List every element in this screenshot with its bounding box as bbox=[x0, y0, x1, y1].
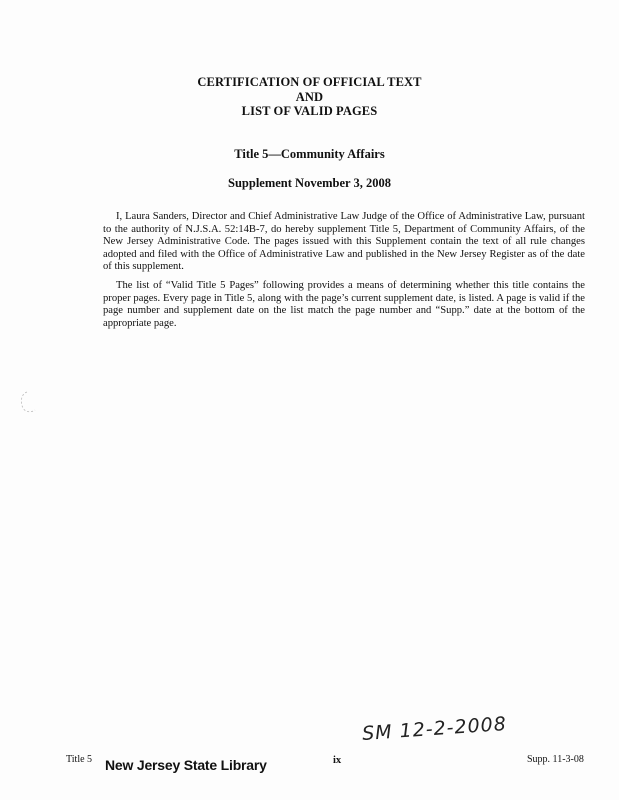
body-text bbox=[103, 211, 585, 336]
footer-title: Title 5 bbox=[66, 754, 93, 765]
handwritten-note: SM 12-2-2008 bbox=[361, 712, 508, 745]
library-stamp: New Jersey State Library bbox=[105, 757, 267, 773]
title-heading: Title 5—Community Affairs bbox=[234, 147, 385, 161]
supplement-heading: Supplement November 3, 2008 bbox=[228, 176, 391, 190]
paragraph-valid-pages: The list of “Valid Title 5 Pages” following provides a means of determining whether this title contains the proper pages. Every page in Title 5, along with the page’s current supplement date, is listed. A page is valid if the page number and supplement date on the list match the page number and “Supp.” date at the bottom of the appropriate page. bbox=[103, 279, 585, 329]
certification-heading bbox=[0, 75, 619, 119]
supplement-date: Supp. 11-3-08 bbox=[527, 754, 584, 765]
heading-line-2: AND bbox=[295, 89, 324, 104]
paragraph-certification: I, Laura Sanders, Director and Chief Administrative Law Judge of the Office of Administrative Law, pursuant to the authority of N.J.S.A. 52:14B-7, do hereby supplement Title 5, Department of Community Affairs, of the New Jersey Administrative Code. The pages issued with this Supplement contain the text of all rule changes adopted and filed with the Office of Administrative Law and published in the New Jersey Register as of the date of this supplement. bbox=[103, 211, 585, 273]
heading-line-3: LIST OF VALID PAGES bbox=[241, 104, 378, 118]
page-number: ix bbox=[333, 755, 342, 766]
scan-artifact-circle-icon bbox=[19, 390, 41, 414]
heading-line-1: CERTIFICATION OF OFFICIAL TEXT bbox=[197, 75, 422, 89]
